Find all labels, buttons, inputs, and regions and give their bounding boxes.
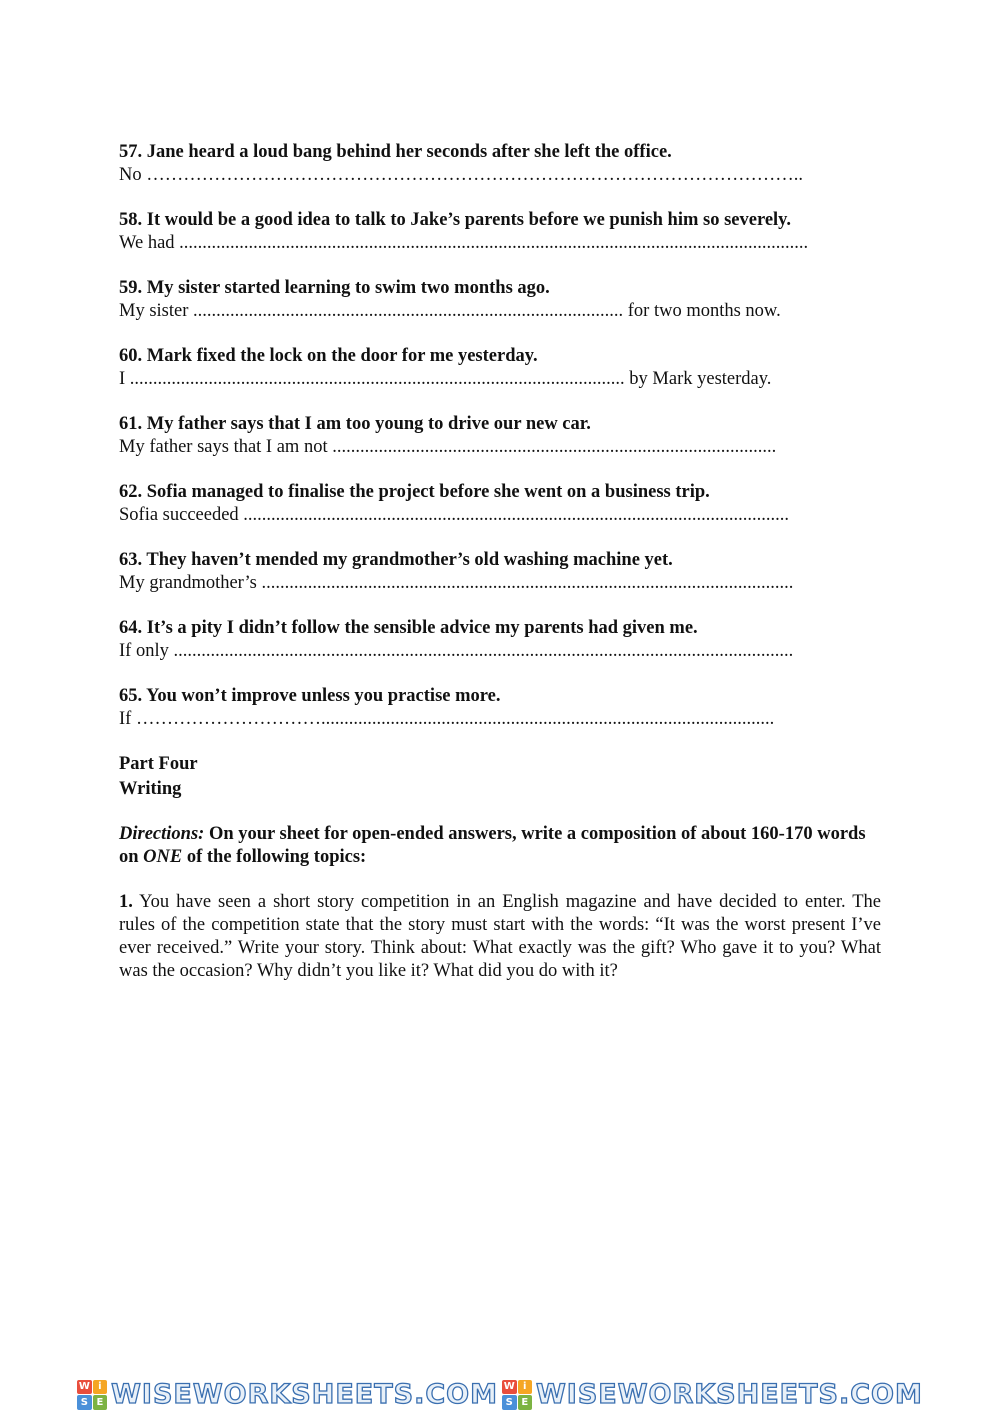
question-58 bbox=[119, 209, 841, 255]
logo-mark-icon: W i S E bbox=[502, 1380, 532, 1410]
answer-line[interactable]: Sofia succeeded ...................................................................................................................... bbox=[119, 505, 790, 525]
directions bbox=[119, 823, 881, 869]
logo-mark-icon: W i S E bbox=[77, 1380, 107, 1410]
question-63 bbox=[119, 549, 841, 595]
logo-text: WISEWORKSHEETS.COM bbox=[536, 1379, 923, 1410]
question-59 bbox=[119, 277, 841, 323]
question-64 bbox=[119, 617, 841, 663]
question-prompt: 65. You won’t improve unless you practise more. bbox=[119, 686, 501, 706]
question-prompt: 60. Mark fixed the lock on the door for me yesterday. bbox=[119, 346, 538, 366]
question-62 bbox=[119, 481, 841, 527]
answer-line[interactable]: We had ........................................................................................................................................ bbox=[119, 233, 809, 253]
question-61 bbox=[119, 413, 841, 459]
question-prompt: 64. It’s a pity I didn’t follow the sensible advice my parents had given me. bbox=[119, 618, 698, 638]
question-prompt: 62. Sofia managed to finalise the project before she went on a business trip. bbox=[119, 482, 710, 502]
answer-line[interactable]: No …………………………………………………………………………………………….. bbox=[119, 165, 803, 185]
answer-line[interactable]: If only ...................................................................................................................................... bbox=[119, 641, 794, 661]
directions-emphasis: ONE bbox=[143, 847, 183, 867]
question-prompt: 59. My sister started learning to swim two months ago. bbox=[119, 278, 550, 298]
part-subheading: Writing bbox=[119, 779, 182, 799]
footer-watermark bbox=[0, 1376, 1000, 1413]
logo bbox=[502, 1379, 923, 1410]
answer-line[interactable]: If ………………………….................................................................................................. bbox=[119, 709, 775, 729]
answer-line[interactable]: My grandmother’s ................................................................................................................... bbox=[119, 573, 794, 593]
question-65 bbox=[119, 685, 841, 731]
answer-line[interactable]: My sister ............................................................................................. for two months now. bbox=[119, 301, 781, 321]
directions-text: On your sheet for open-ended answers, write a composition of about 160-170 words on bbox=[119, 824, 866, 867]
logo bbox=[77, 1379, 498, 1410]
topic-1 bbox=[119, 891, 881, 983]
topic-number: 1. bbox=[119, 892, 133, 912]
question-57 bbox=[119, 141, 841, 187]
worksheet-content bbox=[119, 141, 881, 983]
answer-line[interactable]: My father says that I am not ................................................................................................ bbox=[119, 437, 777, 457]
question-prompt: 63. They haven’t mended my grandmother’s old washing machine yet. bbox=[119, 550, 673, 570]
directions-label: Directions: bbox=[119, 824, 205, 844]
part-heading: Part Four bbox=[119, 754, 198, 774]
question-60 bbox=[119, 345, 841, 391]
question-prompt: 57. Jane heard a loud bang behind her seconds after she left the office. bbox=[119, 142, 672, 162]
logo-text: WISEWORKSHEETS.COM bbox=[111, 1379, 498, 1410]
directions-text-end: of the following topics: bbox=[182, 847, 367, 867]
question-prompt: 58. It would be a good idea to talk to Jake’s parents before we punish him so severely. bbox=[119, 210, 792, 230]
question-prompt: 61. My father says that I am too young to drive our new car. bbox=[119, 414, 591, 434]
topic-text: You have seen a short story competition in an English magazine and have decided to enter. The rules of the competition state that the story must start with the words: “It was the worst present I’ve ever received.” Write your story. Think about: What exactly was the gift? Who gave it to you? What was the occasion? Why didn’t you like it? What did you do with it? bbox=[119, 892, 881, 981]
answer-line[interactable]: I ........................................................................................................... by Mark yesterday. bbox=[119, 369, 772, 389]
